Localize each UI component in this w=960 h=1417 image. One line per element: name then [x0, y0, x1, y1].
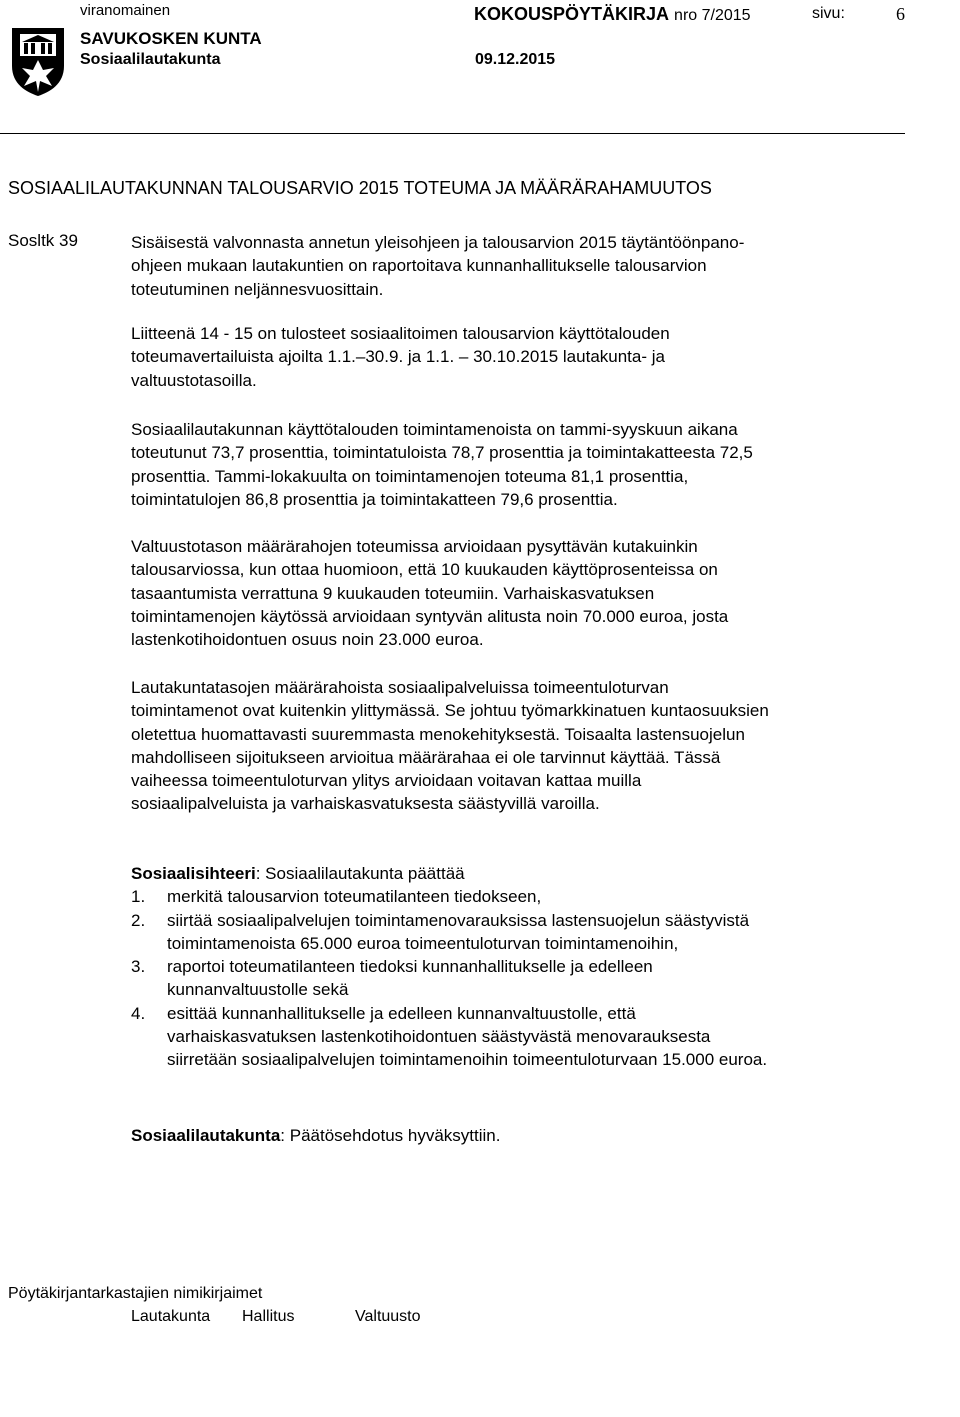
text-line: toteutuminen neljännesvuosittain.: [131, 279, 384, 299]
document-type: [474, 4, 751, 25]
list-item: [131, 1002, 906, 1072]
list-item: [131, 955, 906, 1002]
municipality-crest-icon: [10, 26, 66, 98]
text-line: raportoi toteumatilanteen tiedoksi kunnanhallitukselle ja edelleen: [167, 957, 653, 977]
text-line: oletettua huomattavasti suuremmasta menokehityksestä. Toisaalta lastensuojelun: [131, 724, 745, 744]
item-number: 3.: [131, 957, 146, 977]
page-title: SOSIAALILAUTAKUNNAN TALOUSARVIO 2015 TOTEUMA JA MÄÄRÄRAHAMUUTOS: [8, 178, 712, 198]
paragraph-reporting: [131, 231, 906, 301]
committee-name: Sosiaalilautakunta: [80, 51, 221, 68]
text-line: tasaantumista verrattuna 9 kuukauden toteumiin. Varhaiskasvatuksen: [131, 583, 655, 603]
text-line: toimintamenoista 65.000 euroa toimeentuloturvan toimintamenoihin,: [167, 933, 679, 953]
text-line: ohjeen mukaan lautakuntien on raportoitava kunnanhallitukselle talousarvion: [131, 256, 707, 276]
text-line: toimintamenojen käytössä arvioidaan syntyvän alitusta noin 70.000 euroa, josta: [131, 606, 729, 626]
text-line: Liitteenä 14 - 15 on tulosteet sosiaalitoimen talousarvion käyttötalouden: [131, 324, 670, 343]
footer-col-valtuusto: Valtuusto: [355, 1308, 421, 1325]
meeting-date: 09.12.2015: [475, 51, 556, 68]
text-line: Sisäisestä valvonnasta annetun yleisohjeen ja talousarvion 2015 täytäntöönpano-: [131, 233, 745, 252]
text-line: esittää kunnanhallitukselle ja edelleen kunnanvaltuustolle, että: [167, 1003, 636, 1023]
decision-text: : Päätösehdotus hyväksyttiin.: [280, 1126, 501, 1145]
paragraph-council-level: [131, 535, 906, 651]
paragraph-operating-costs: [131, 418, 906, 511]
decision-block: [131, 1124, 906, 1147]
header-divider: [0, 133, 905, 134]
text-line: talousarviossa, kun ottaa huomioon, että 10 kuukauden käyttöprosenteissa on: [131, 560, 718, 580]
text-line: toimintamenot ovat kuitenkin ylittymässä. Se johtuu työmarkkinatuen kuntaosuuksien: [131, 701, 769, 721]
paragraph-committee-level: [131, 676, 906, 816]
footer-col-lautakunta: Lautakunta: [131, 1308, 211, 1325]
list-item: [131, 885, 906, 908]
list-item: [131, 909, 906, 956]
text-line: prosenttia. Tammi-lokakuulta on toimintamenojen toteuma 81,1 prosenttia,: [131, 466, 689, 486]
proposal-block: [131, 862, 906, 1072]
text-line: toteutunut 73,7 prosenttia, toimintatuloista 78,7 prosenttia ja toimintakatteesta 72,5: [131, 443, 753, 463]
paragraph-attachments: [131, 322, 906, 392]
text-line: valtuustotasoilla.: [131, 370, 257, 390]
text-line: kunnanvaltuustolle sekä: [167, 980, 349, 1000]
doc-type-label: KOKOUSPÖYTÄKIRJA: [474, 4, 670, 24]
text-line: siirtää sosiaalipalvelujen toimintamenovarauksissa lastensuojelun säästyvistä: [167, 910, 750, 930]
decision-list: [131, 885, 906, 1071]
text-line: lastenkotihoidontuen osuus noin 23.000 euroa.: [131, 630, 484, 650]
page-number: 6: [896, 4, 905, 24]
proposal-text: : Sosiaalilautakunta päättää: [255, 864, 465, 883]
proposal-label: Sosiaalisihteeri: [131, 864, 256, 883]
footer-col-hallitus: Hallitus: [242, 1308, 295, 1325]
text-line: mahdolliseen sijoitukseen arvioitua määrärahaa ei ole tarvinnut käyttää. Tässä: [131, 747, 721, 767]
proposal-heading: [131, 862, 906, 885]
text-line: sosiaalipalveluista ja varhaiskasvatuksesta säästyvillä varoilla.: [131, 794, 600, 814]
text-line: Sosiaalilautakunnan käyttötalouden toimintamenoista on tammi-syyskuun aikana: [131, 420, 738, 439]
page-label: sivu:: [812, 5, 845, 22]
text-line: toimintatulojen 86,8 prosenttia ja toimintakatteen 79,6 prosenttia.: [131, 489, 618, 509]
section-id: Sosltk 39: [8, 231, 78, 250]
text-line: Valtuustotason määrärahojen toteumissa arvioidaan pysyttävän kutakuinkin: [131, 537, 698, 556]
text-line: vaiheessa toimeentuloturvan ylitys arvioidaan voitavan kattaa muilla: [131, 771, 642, 791]
text-line: varhaiskasvatuksen lastenkotihoidontuen säästyvästä menovarauksesta: [167, 1027, 711, 1047]
municipality-name: SAVUKOSKEN KUNTA: [80, 29, 262, 48]
decision-line: [131, 1124, 906, 1147]
item-number: 1.: [131, 887, 146, 907]
footer-title: Pöytäkirjantarkastajien nimikirjaimet: [8, 1285, 263, 1302]
text-line: merkitä talousarvion toteumatilanteen tiedokseen,: [167, 887, 542, 907]
text-line: siirretään sosiaalipalvelujen toimintamenoihin toimeentuloturvaan 15.000 euroa.: [167, 1050, 768, 1070]
item-number: 2.: [131, 910, 146, 930]
document-status: viranomainen: [80, 2, 171, 19]
decision-label: Sosiaalilautakunta: [131, 1126, 281, 1145]
text-line: Lautakuntatasojen määrärahoista sosiaalipalveluissa toimeentuloturvan: [131, 678, 669, 697]
text-line: toteumavertailuista ajoilta 1.1.–30.9. ja 1.1. – 30.10.2015 lautakunta- ja: [131, 347, 665, 367]
item-number: 4.: [131, 1003, 146, 1023]
meeting-number: nro 7/2015: [674, 7, 751, 24]
